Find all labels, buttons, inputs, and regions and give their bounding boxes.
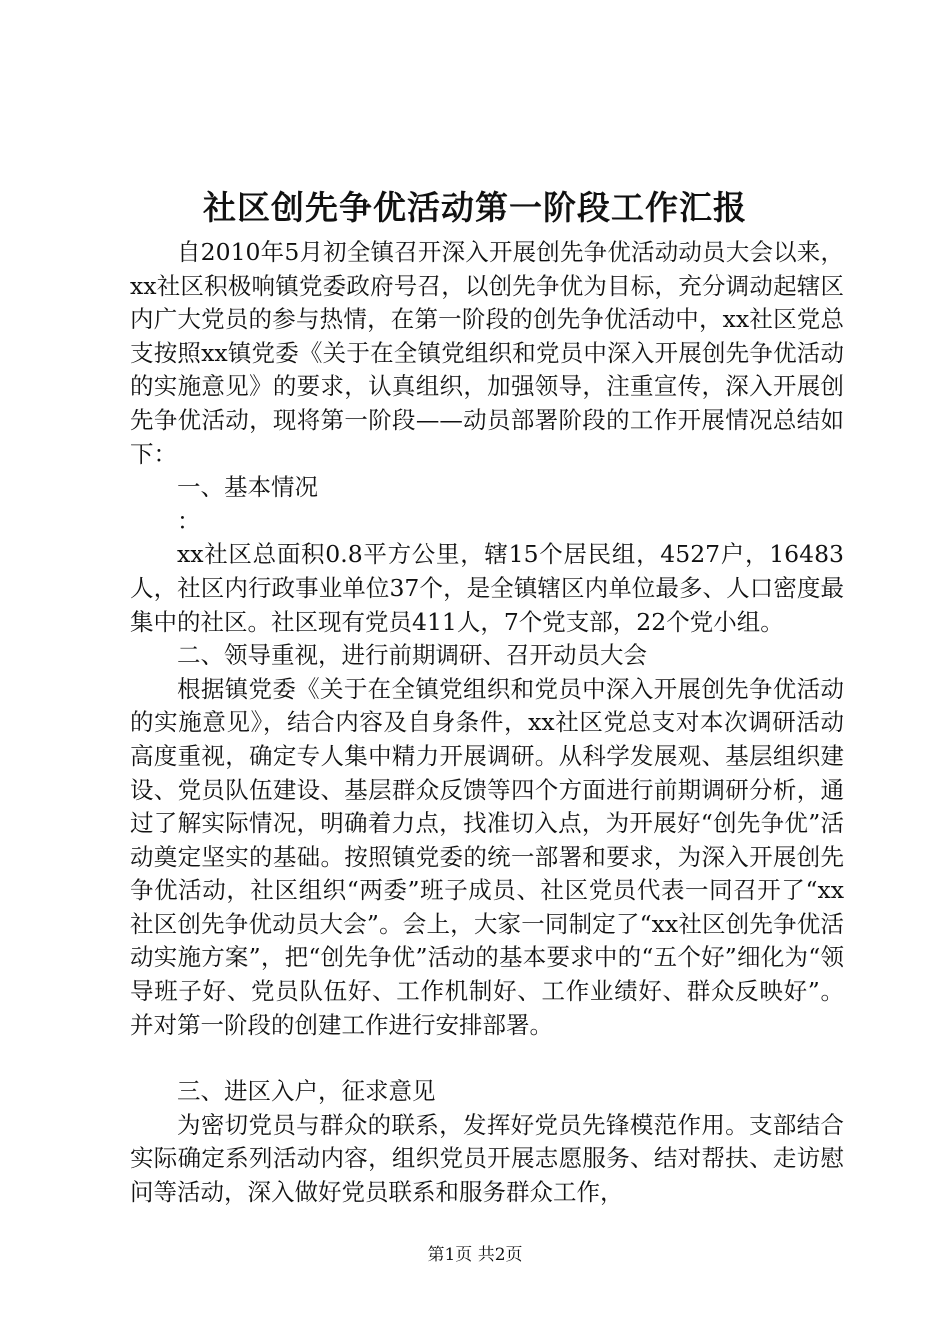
page-footer: 第1页 共2页	[427, 1245, 523, 1265]
section-heading-basic-info: 一、基本情况	[177, 473, 318, 502]
document-title: 社区创先争优活动第一阶段工作汇报	[203, 188, 747, 227]
visits-paragraph: 为密切党员与群众的联系，发挥好党员先锋模范作用。支部结合实际确定系列活动内容，组织党员开展志愿服务、结对帮扶、走访慰问等活动，深入做好党员联系和服务群众工作，	[130, 1110, 844, 1207]
intro-paragraph: 自2010年5月初全镇召开深入开展创先争优活动动员大会以来，xx社区积极响镇党委政府号召，以创先争优为目标，充分调动起辖区内广大党员的参与热情，在第一阶段的创先争优活动中，xx社区党总支按照xx镇党委《关于在全镇党组织和党员中深入开展创先争优活动的实施意见》的要求，认真组织，加强领导，注重宣传，深入开展创先争优活动，现将第一阶段——动员部署阶段的工作开展情况总结如下：	[130, 238, 844, 468]
section-heading-leadership: 二、领导重视，进行前期调研、召开动员大会	[177, 641, 647, 670]
basic-info-paragraph: xx社区总面积0.8平方公里，辖15个居民组，4527户，16483人，社区内行政事业单位37个，是全镇辖区内单位最多、人口密度最集中的社区。社区现有党员411人，7个党支部，22个党小组。	[130, 540, 844, 636]
colon-line: ：	[177, 506, 201, 535]
section-heading-visits: 三、进区入户，征求意见	[177, 1077, 436, 1106]
leadership-paragraph: 根据镇党委《关于在全镇党组织和党员中深入开展创先争优活动的实施意见》，结合内容及自身条件，xx社区党总支对本次调研活动高度重视，确定专人集中精力开展调研。从科学发展观、基层组织建设、党员队伍建设、基层群众反馈等四个方面进行前期调研分析，通过了解实际情况，明确着力点，找准切入点，为开展好“创先争优”活动奠定坚实的基础。按照镇党委的统一部署和要求，为深入开展创先争优活动，社区组织“两委”班子成员、社区党员代表一同召开了“xx社区创先争优动员大会”。会上，大家一同制定了“xx社区创先争优活动实施方案”，把“创先争优”活动的基本要求中的“五个好”细化为“领导班子好、党员队伍好、工作机制好、工作业绩好、群众反映好”。并对第一阶段的创建工作进行安排部署。	[130, 674, 844, 1039]
document-body	[130, 236, 844, 1210]
